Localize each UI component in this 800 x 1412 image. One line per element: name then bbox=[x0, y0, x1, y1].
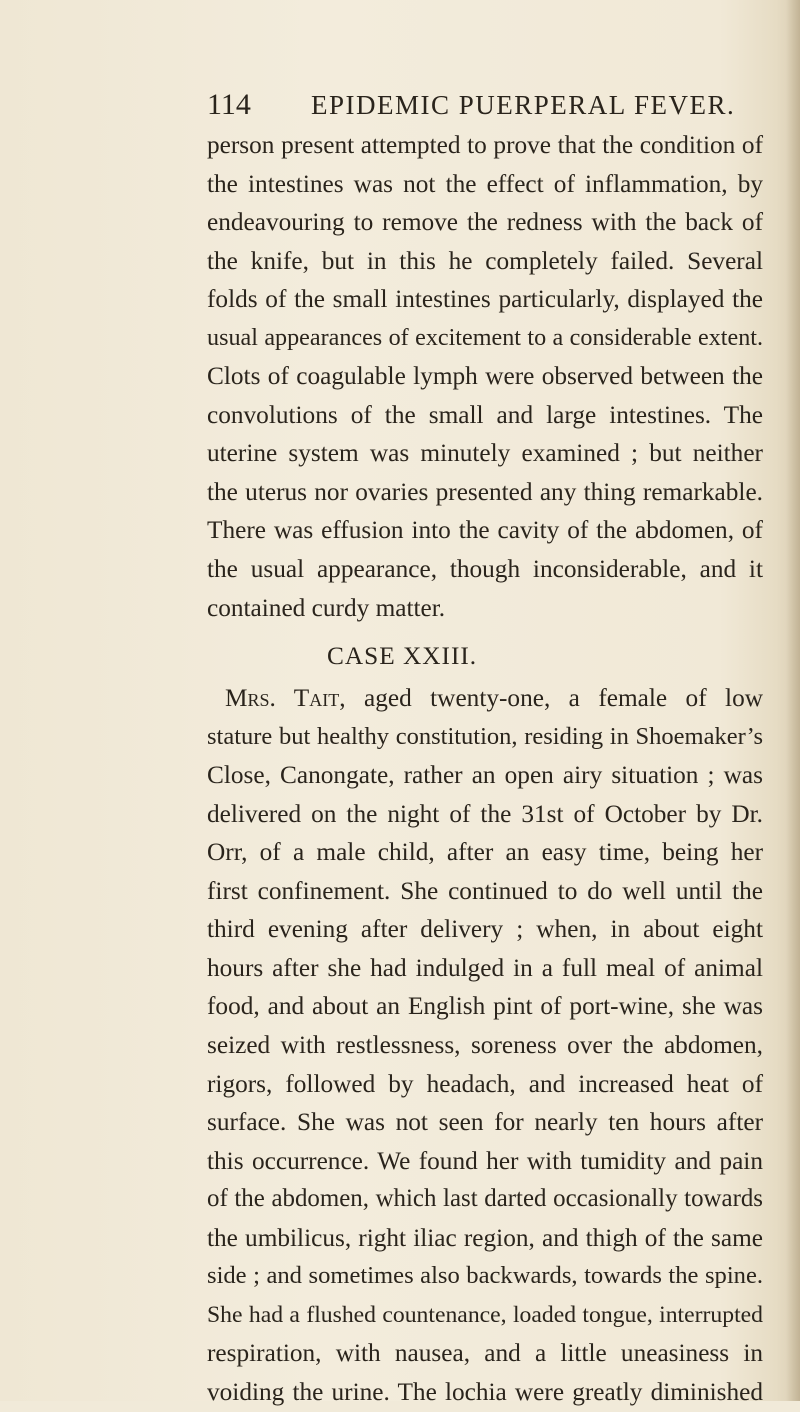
text-line: contained curdy matter. bbox=[207, 593, 446, 622]
text-line: third evening after delivery ; when, in about eight bbox=[207, 915, 763, 944]
page-number: 114 bbox=[207, 88, 251, 121]
text-line: the usual appearance, though inconsiderable, and it bbox=[207, 555, 763, 584]
running-head bbox=[207, 88, 767, 122]
text-line bbox=[207, 679, 763, 718]
text-line: respiration, with nausea, and a little uneasiness in bbox=[207, 1339, 763, 1368]
paragraph-continued bbox=[207, 126, 763, 627]
paragraph-case bbox=[207, 679, 763, 1411]
case-heading: CASE XXIII. bbox=[327, 642, 478, 671]
text-line: uterine system was minutely examined ; but neither bbox=[207, 439, 763, 468]
text-line: the umbilicus, right iliac region, and thigh of the same bbox=[207, 1223, 763, 1252]
text-line: Clots of coagulable lymph were observed between the bbox=[207, 362, 763, 391]
body-text bbox=[207, 126, 763, 1412]
text-line: person present attempted to prove that the condition of bbox=[207, 131, 763, 159]
text-line: She had a flushed countenance, loaded tongue, interrupted bbox=[207, 1301, 763, 1328]
text-line: delivered on the night of the 31st of October by Dr. bbox=[207, 799, 763, 828]
text-line: voiding the urine. The lochia were greatly diminished bbox=[207, 1377, 763, 1406]
text-line: Orr, of a male child, after an easy time, being her bbox=[207, 838, 763, 867]
text-line: stature but healthy constitution, residing in Shoemaker’s bbox=[207, 722, 763, 750]
text-line: hours after she had indulged in a full meal of animal bbox=[207, 953, 763, 982]
text-line: convolutions of the small and large intestines. The bbox=[207, 400, 763, 429]
page-edge-shadow bbox=[786, 0, 800, 1401]
text-line: folds of the small intestines particularly, displayed the bbox=[207, 285, 763, 314]
text-line: the knife, but in this he completely failed. Several bbox=[207, 246, 763, 275]
text-line: first confinement. She continued to do well until the bbox=[207, 876, 763, 905]
running-head-title: EPIDEMIC PUERPERAL FEVER. bbox=[311, 90, 736, 120]
text-line: seized with restlessness, soreness over the abdomen, bbox=[207, 1031, 763, 1060]
text-line: the uterus nor ovaries presented any thing remarkable. bbox=[207, 477, 763, 506]
text-line: usual appearances of excitement to a considerable extent. bbox=[207, 323, 763, 351]
patient-name: Mrs. Tait, bbox=[225, 684, 346, 713]
text-line: surface. She was not seen for nearly ten hours after bbox=[207, 1108, 763, 1137]
text-line: the intestines was not the effect of inflammation, by bbox=[207, 169, 763, 198]
text-line: of the abdomen, which last darted occasionally towards bbox=[207, 1185, 763, 1213]
text-line: this occurrence. We found her with tumidity and pain bbox=[207, 1146, 763, 1175]
text-line: rigors, followed by headach, and increased heat of bbox=[207, 1069, 763, 1098]
text-line: There was effusion into the cavity of the abdomen, of bbox=[207, 516, 763, 545]
first-line-rest: aged twenty-one, a female of low bbox=[345, 684, 763, 713]
text-line: side ; and sometimes also backwards, towards the spine. bbox=[207, 1262, 763, 1290]
text-line: Close, Canongate, rather an open airy situation ; was bbox=[207, 761, 763, 790]
text-line: endeavouring to remove the redness with the back of bbox=[207, 208, 763, 237]
text-line: food, and about an English pint of port-wine, she was bbox=[207, 992, 763, 1021]
